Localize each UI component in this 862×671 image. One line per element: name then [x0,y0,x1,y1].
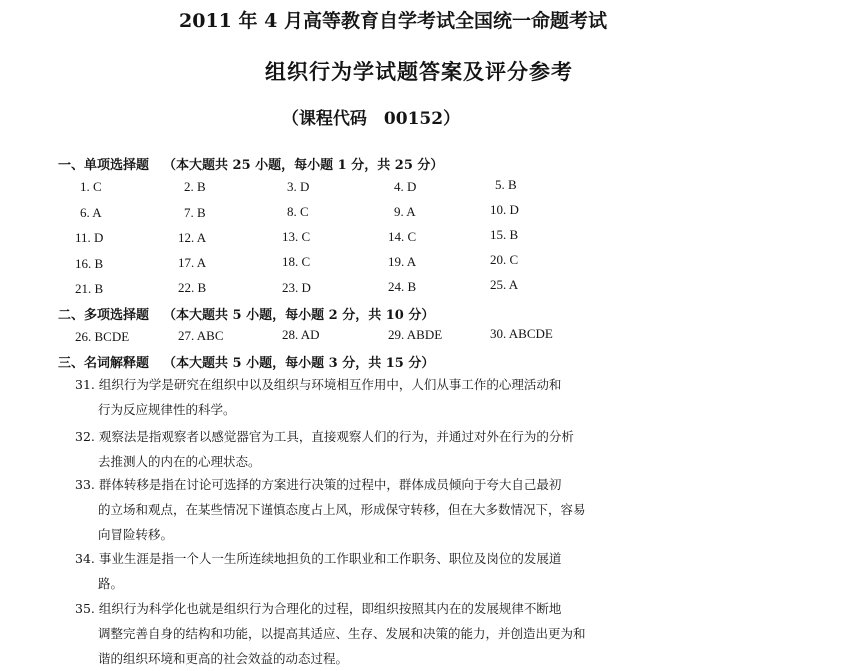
section-note: （本大题共 5 小题，每小题 3 分，共 15 分） [163,356,435,371]
answer-item: 26. BCDE [75,329,130,344]
section-title: 三、名词解释题 [58,356,150,371]
answer-item: 13. C [282,229,311,244]
answer-item: 10. D [490,202,519,217]
answer-item: 14. C [388,229,417,244]
definition-line: 31. 组织行为学是研究在组织中以及组织与环境相互作用中，人们从事工作的心理活动和 [75,377,562,392]
answer-item: 22. B [178,280,207,295]
answer-item: 18. C [282,254,311,269]
answer-item: 23. D [282,280,311,295]
answer-item: 6. A [80,205,102,220]
answer-item: 25. A [490,277,519,292]
definition-item [75,546,635,596]
definition-line: 行为反应规律性的科学。 [98,402,236,417]
answer-item: 21. B [75,281,104,296]
answer-item: 15. B [490,227,519,242]
answer-item: 16. B [75,256,104,271]
exam-title: 2011 年 4 月高等教育自学考试全国统一命题考试 [179,10,607,32]
answer-item: 3. D [287,179,310,194]
course-code: （课程代码 00152） [281,109,461,129]
definition-line: 去推测人的内在的心理状态。 [98,454,261,469]
definition-item [75,372,635,422]
definition-line: 谐的组织环境和更高的社会效益的动态过程。 [98,651,349,666]
answer-item: 30. ABCDE [490,326,553,341]
answer-item: 24. B [388,279,417,294]
section-note: （本大题共 5 小题，每小题 2 分，共 10 分） [163,308,435,323]
definition-line: 34. 事业生涯是指一个人一生所连续地担负的工作职业和工作职务、职位及岗位的发展道 [75,551,562,566]
answer-item: 29. ABDE [388,327,443,342]
answer-item: 7. B [184,205,206,220]
answer-item: 19. A [388,254,417,269]
definition-line: 的立场和观点，在某些情况下谨慎态度占上风，形成保守转移，但在大多数情况下，容易 [98,502,586,517]
definition-line: 32. 观察法是指观察者以感觉器官为工具，直接观察人们的行为，并通过对外在行为的分析 [75,429,574,444]
definition-line: 35. 组织行为科学化也就是组织行为合理化的过程，即组织按照其内在的发展规律不断地 [75,601,562,616]
answer-item: 9. A [394,204,416,219]
section-title: 二、多项选择题 [58,308,150,323]
answer-item: 1. C [80,179,102,194]
definition-line: 路。 [98,576,124,591]
section-title: 一、单项选择题 [58,158,150,173]
definition-item [75,472,635,547]
answer-item: 5. B [495,177,517,192]
definition-item [75,596,635,671]
answer-item: 17. A [178,255,207,270]
section-heading-single-choice [58,154,443,173]
answer-item: 12. A [178,230,207,245]
document-title: 组织行为学试题答案及评分参考 [265,59,573,84]
answer-item: 2. B [184,179,206,194]
answer-item: 28. AD [282,327,320,342]
section-heading-multiple-choice [58,304,434,323]
definition-line: 向冒险转移。 [98,527,174,542]
definition-line: 调整完善自身的结构和功能，以提高其适应、生存、发展和决策的能力，并创造出更为和 [98,626,586,641]
answer-item: 8. C [287,204,309,219]
answer-item: 27. ABC [178,328,224,343]
answer-item: 11. D [75,230,104,245]
definition-item [75,424,635,474]
answer-item: 20. C [490,252,519,267]
answer-item: 4. D [394,179,417,194]
definition-line: 33. 群体转移是指在讨论可选择的方案进行决策的过程中，群体成员倾向于夸大自己最初 [75,477,562,492]
section-note: （本大题共 25 小题，每小题 1 分，共 25 分） [163,158,444,173]
section-heading-term-definitions [58,352,434,371]
